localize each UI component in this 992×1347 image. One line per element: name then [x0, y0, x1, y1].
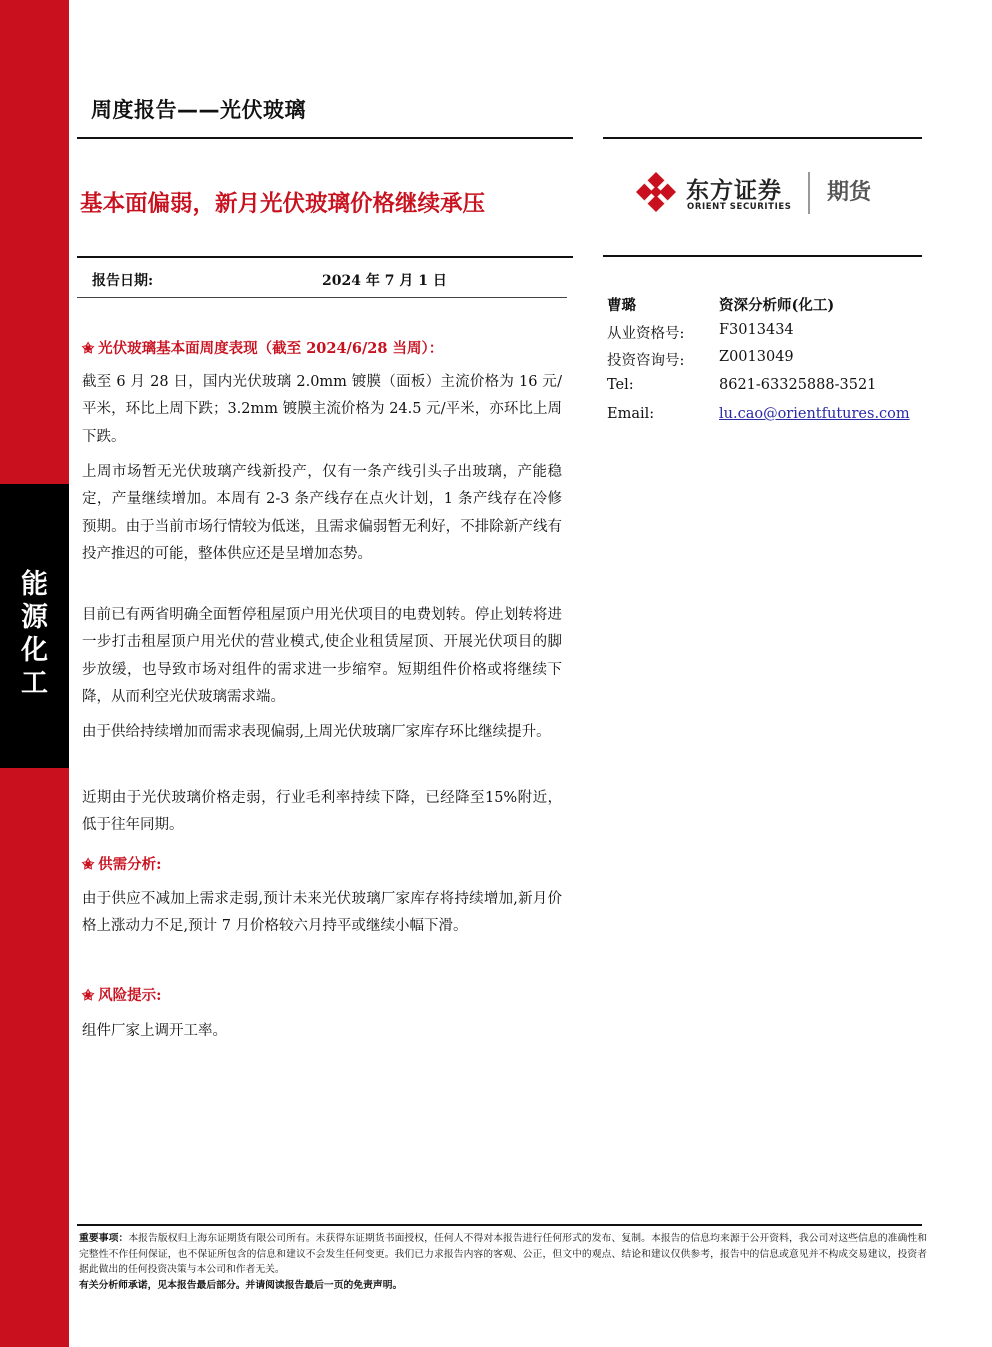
analyst-field-label: Email: [607, 406, 655, 422]
paragraph: 近期由于光伏玻璃价格走弱，行业毛利率持续下降，已经降至15%附近，低于往年同期。 [82, 790, 562, 834]
star-bullet-icon: ✬ [82, 987, 95, 1004]
sidebar-char: 化 [21, 635, 48, 666]
title-rule-left [77, 256, 573, 258]
analyst-field-value: 8621-63325888-3521 [719, 377, 877, 393]
paragraph: 由于供应不减加上需求走弱,预计未来光伏玻璃厂家库存将持续增加,新月价格上涨动力不足,预计 7 月价格较六月持平或继续小幅下滑。 [82, 891, 562, 935]
header-rule-right [603, 137, 922, 139]
paragraph: 组件厂家上调开工率。 [82, 1023, 227, 1039]
logo-divider [808, 172, 810, 214]
section-heading-text: 光伏玻璃基本面周度表现（截至 2024/6/28 当周）： [98, 340, 444, 357]
section-heading-text: 供需分析: [98, 856, 162, 873]
paragraph: 由于供给持续增加而需求表现偏弱,上周光伏玻璃厂家库存环比继续提升。 [82, 724, 551, 740]
sidebar-category-label [0, 568, 69, 700]
disclaimer [79, 1231, 927, 1293]
logo-name-cn: 东方证券 [686, 178, 782, 204]
disclaimer-text: 本报告版权归上海东证期货有限公司所有。未获得东证期货书面授权，任何人不得对本报告进行任何形式的发布、复制。本报告的信息均来源于公开资料，我公司对这些信息的准确性和完整性不作任何保证，也不保证所包含的信息和建议不会发生任何变更。我们已力求报告内容的客观、公正，但文中的观点、结论和建议仅供参考，报告中的信息或意见并不构成交易建议，投资者据此做出的任何投资决策与本公司和作者无关。 [79, 1233, 928, 1275]
disclaimer-lead: 重要事项： [79, 1233, 129, 1244]
report-date-label: 报告日期: [92, 273, 154, 289]
analyst-field-value: F3013434 [719, 322, 794, 338]
logo-division: 期货 [827, 180, 872, 205]
star-bullet-icon: ✬ [82, 856, 95, 873]
logo-rule-right [603, 255, 922, 257]
section-heading-text: 风险提示: [98, 987, 162, 1004]
paragraph: 目前已有两省明确全面暂停租屋顶户用光伏项目的电费划转。停止划转将进一步打击租屋顶户用光伏的营业模式,使企业租赁屋顶、开展光伏项目的脚步放缓，也导致市场对组件的需求进一步缩窄。短期组件价格或将继续下降，从而利空光伏玻璃需求端。 [82, 607, 562, 705]
company-logo [636, 168, 896, 218]
sidebar-char: 能 [21, 569, 48, 600]
section-heading [82, 853, 162, 874]
star-bullet-icon: ✬ [82, 340, 95, 357]
section-heading [82, 984, 162, 1005]
analyst-title: 资深分析师(化工) [719, 297, 835, 314]
header-rule-left [77, 137, 573, 139]
analyst-name: 曹璐 [607, 297, 636, 314]
paragraph: 截至 6 月 28 日，国内光伏玻璃 2.0mm 镀膜（面板）主流价格为 16 元/平米，环比上周下跌；3.2mm 镀膜主流价格为 24.5 元/平米，亦环比上周下跌。 [82, 374, 562, 445]
sidebar-char: 工 [21, 668, 48, 699]
disclaimer-rule [77, 1224, 922, 1226]
analyst-field-label: Tel: [607, 377, 634, 393]
report-date-value: 2024 年 7 月 1 日 [322, 273, 447, 289]
sidebar-char: 源 [21, 602, 48, 633]
analyst-field-label: 投资咨询号: [607, 353, 685, 369]
paragraph: 上周市场暂无光伏玻璃产线新投产，仅有一条产线引头子出玻璃，产能稳定，产量继续增加。本周有 2-3 条产线存在点火计划，1 条产线存在冷修预期。由于当前市场行情较为低迷，且需求偏弱暂无利好，不排除新产线有投产推迟的可能，整体供应还是呈增加态势。 [82, 464, 562, 562]
section-heading [82, 337, 443, 358]
analyst-email-link[interactable]: lu.cao@orientfutures.com [719, 406, 910, 422]
report-type: 周度报告——光伏玻璃 [91, 98, 306, 122]
disclaimer-footer: 有关分析师承诺，见本报告最后部分。并请阅读报告最后一页的免责声明。 [79, 1279, 403, 1291]
report-title: 基本面偏弱，新月光伏玻璃价格继续承压 [80, 191, 486, 217]
analyst-field-value: Z0013049 [719, 349, 794, 365]
analyst-field-label: 从业资格号: [607, 326, 685, 342]
orient-diamond-icon [636, 172, 676, 212]
date-rule [77, 297, 567, 298]
logo-name-en: ORIENT SECURITIES [687, 202, 792, 212]
